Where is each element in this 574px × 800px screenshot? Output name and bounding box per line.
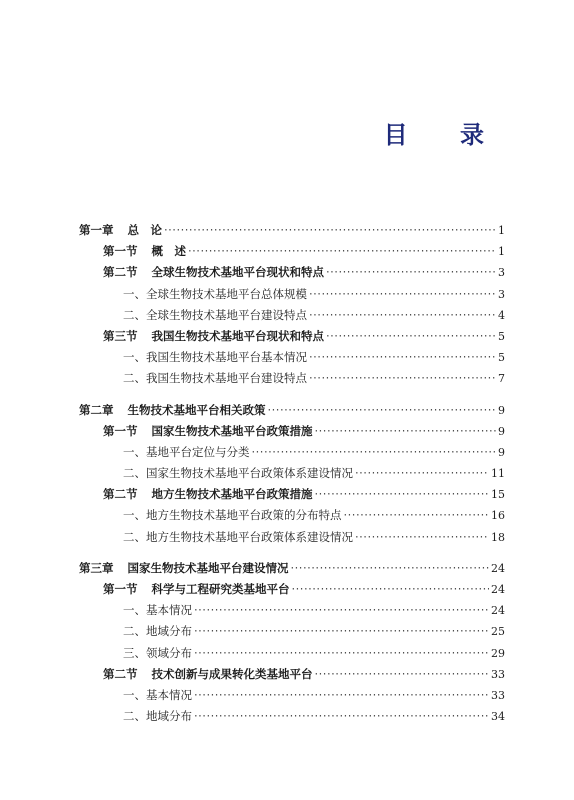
dot-leader [315, 484, 490, 505]
dot-leader [164, 220, 496, 241]
dot-leader [194, 600, 489, 621]
toc-entry-number: 一、 [123, 603, 146, 618]
toc-entry-page-number: 5 [498, 351, 505, 365]
toc-entry-page-number: 33 [491, 688, 505, 702]
toc-entry-page-number: 15 [491, 488, 505, 502]
toc-entry-label [123, 600, 192, 621]
toc-entry-page-number: 4 [498, 308, 505, 322]
toc-entry-sub[interactable] [79, 527, 505, 548]
dot-leader [309, 368, 496, 389]
toc-entry-label [123, 505, 342, 526]
toc-entry-title: 我国生物技术基地平台建设特点 [146, 371, 307, 386]
toc-entry-title: 地方生物技术基地平台政策措施 [151, 487, 313, 502]
toc-entry-sub[interactable] [79, 305, 505, 326]
toc-entry-number: 第三章 [79, 560, 114, 575]
toc-entry-section[interactable] [79, 262, 505, 283]
toc-entry-number: 二、 [123, 624, 146, 639]
toc-entry-page-number: 29 [491, 646, 505, 660]
toc-entry-sub[interactable] [79, 463, 505, 484]
toc-entry-number: 二、 [123, 307, 146, 322]
toc-entry-title: 领域分布 [146, 645, 192, 660]
toc-entry-number: 第三节 [103, 328, 138, 343]
toc-entry-label [103, 326, 324, 347]
toc-entry-title: 总 论 [127, 223, 162, 237]
dot-leader [194, 685, 489, 706]
toc-entry-number: 一、 [123, 286, 146, 301]
toc-entry-sub[interactable] [79, 284, 505, 305]
dot-leader [355, 463, 489, 484]
toc-entry-page-number: 18 [491, 530, 505, 544]
toc-entry-number: 二、 [123, 709, 146, 724]
toc-entry-label [103, 241, 186, 262]
toc-entry-page-number: 3 [498, 266, 505, 280]
toc-entry-label [123, 527, 353, 548]
toc-entry-page-number: 9 [498, 445, 505, 459]
dot-leader [309, 284, 496, 305]
dot-leader [292, 579, 490, 600]
toc-entry-label [79, 220, 162, 241]
dot-leader [194, 643, 489, 664]
toc-entry-number: 第一节 [103, 244, 138, 259]
toc-entry-label [103, 262, 324, 283]
toc-entry-number: 二、 [123, 371, 146, 386]
toc-entry-title: 国家生物技术基地平台政策措施 [151, 423, 313, 438]
toc-entry-number: 一、 [123, 444, 146, 459]
dot-leader [315, 421, 497, 442]
toc-entry-number: 第一节 [103, 582, 138, 596]
toc-entry-section[interactable] [79, 579, 505, 600]
dot-leader [252, 442, 497, 463]
toc-entry-page-number: 5 [498, 329, 505, 343]
dot-leader [309, 347, 496, 368]
toc-entry-number: 一、 [123, 687, 146, 702]
toc-entry-page-number: 11 [491, 467, 505, 481]
dot-leader [315, 664, 490, 685]
toc-entry-number: 第一节 [103, 423, 138, 438]
toc-entry-page-number: 16 [491, 509, 505, 523]
dot-leader [326, 262, 496, 283]
toc-entry-sub[interactable] [79, 368, 505, 389]
toc-entry-title: 地方生物技术基地平台政策体系建设情况 [146, 529, 353, 544]
toc-entry-label [79, 400, 266, 421]
toc-entry-label [123, 621, 192, 642]
toc-entry-number: 第二章 [79, 402, 114, 417]
toc-entry-chapter[interactable] [79, 220, 505, 241]
toc-entry-page-number: 24 [491, 583, 505, 596]
toc-entry-number: 第二节 [103, 265, 138, 280]
dot-leader [291, 558, 490, 579]
toc-entry-title: 地方生物技术基地平台政策的分布特点 [146, 508, 342, 523]
dot-leader [344, 505, 490, 526]
toc-entry-sub[interactable] [79, 505, 505, 526]
toc-entry-label [103, 579, 290, 600]
toc-entry-label [103, 484, 313, 505]
toc-entry-sub[interactable] [79, 442, 505, 463]
toc-entry-sub[interactable] [79, 706, 505, 727]
dot-leader [326, 326, 496, 347]
dot-leader [309, 305, 496, 326]
toc-entry-title: 我国生物技术基地平台现状和特点 [151, 328, 324, 343]
toc-entry-page-number: 1 [498, 224, 505, 237]
table-of-contents [79, 220, 505, 737]
toc-entry-page-number: 24 [491, 604, 505, 618]
toc-entry-title: 全球生物技术基地平台现状和特点 [151, 265, 324, 280]
toc-entry-chapter[interactable] [79, 400, 505, 421]
dot-leader [194, 621, 489, 642]
toc-entry-title: 地域分布 [146, 709, 192, 724]
toc-entry-sub[interactable] [79, 621, 505, 642]
toc-entry-title: 基地平台定位与分类 [146, 444, 250, 459]
toc-entry-title: 生物技术基地平台相关政策 [127, 402, 266, 417]
toc-group [79, 400, 505, 548]
dot-leader [188, 241, 496, 262]
toc-entry-label [123, 463, 353, 484]
toc-entry-title: 技术创新与成果转化类基地平台 [151, 666, 313, 681]
toc-entry-page-number: 1 [498, 245, 505, 259]
toc-entry-label [123, 685, 192, 706]
page-title: 目 录 [383, 121, 506, 149]
toc-entry-title: 地域分布 [146, 624, 192, 639]
toc-entry-section[interactable] [79, 484, 505, 505]
toc-entry-sub[interactable] [79, 643, 505, 664]
toc-entry-label [123, 347, 307, 368]
toc-entry-sub[interactable] [79, 600, 505, 621]
toc-group [79, 220, 505, 390]
toc-entry-section[interactable] [79, 326, 505, 347]
toc-entry-label [123, 284, 307, 305]
toc-entry-title: 国家生物技术基地平台建设情况 [127, 560, 289, 575]
toc-entry-page-number: 25 [491, 625, 505, 639]
toc-entry-page-number: 33 [491, 667, 505, 681]
toc-entry-number: 二、 [123, 466, 146, 481]
toc-entry-number: 三、 [123, 645, 146, 660]
toc-entry-title: 全球生物技术基地平台建设特点 [146, 307, 307, 322]
toc-entry-number: 第二节 [103, 487, 138, 502]
toc-entry-title: 基本情况 [146, 603, 192, 618]
toc-entry-label [103, 664, 313, 685]
dot-leader [194, 706, 489, 727]
toc-entry-label [123, 305, 307, 326]
toc-entry-number: 第二节 [103, 666, 138, 681]
toc-entry-number: 第一章 [79, 223, 114, 237]
toc-entry-page-number: 24 [491, 561, 505, 575]
toc-entry-number: 二、 [123, 529, 146, 544]
toc-entry-chapter[interactable] [79, 558, 505, 579]
toc-entry-label [123, 368, 307, 389]
dot-leader [268, 400, 497, 421]
toc-entry-label [123, 643, 192, 664]
toc-entry-title: 全球生物技术基地平台总体规模 [146, 286, 307, 301]
toc-entry-page-number: 9 [498, 403, 505, 417]
toc-entry-title: 我国生物技术基地平台基本情况 [146, 350, 307, 365]
toc-entry-label [123, 442, 250, 463]
toc-entry-label [79, 558, 289, 579]
toc-entry-sub[interactable] [79, 685, 505, 706]
toc-entry-number: 一、 [123, 350, 146, 365]
toc-entry-sub[interactable] [79, 347, 505, 368]
dot-leader [355, 527, 489, 548]
toc-entry-number: 一、 [123, 508, 146, 523]
toc-entry-title: 国家生物技术基地平台政策体系建设情况 [146, 466, 353, 481]
toc-entry-page-number: 9 [498, 424, 505, 438]
toc-entry-page-number: 3 [498, 287, 505, 301]
toc-entry-page-number: 34 [491, 710, 505, 724]
toc-entry-title: 概 述 [151, 244, 186, 259]
toc-entry-label [123, 706, 192, 727]
toc-entry-section[interactable] [79, 664, 505, 685]
toc-entry-title: 基本情况 [146, 687, 192, 702]
toc-entry-label [103, 421, 313, 442]
toc-entry-title: 科学与工程研究类基地平台 [151, 582, 290, 596]
toc-group [79, 558, 505, 728]
toc-entry-page-number: 7 [498, 372, 505, 386]
toc-entry-section[interactable] [79, 241, 505, 262]
toc-entry-section[interactable] [79, 421, 505, 442]
